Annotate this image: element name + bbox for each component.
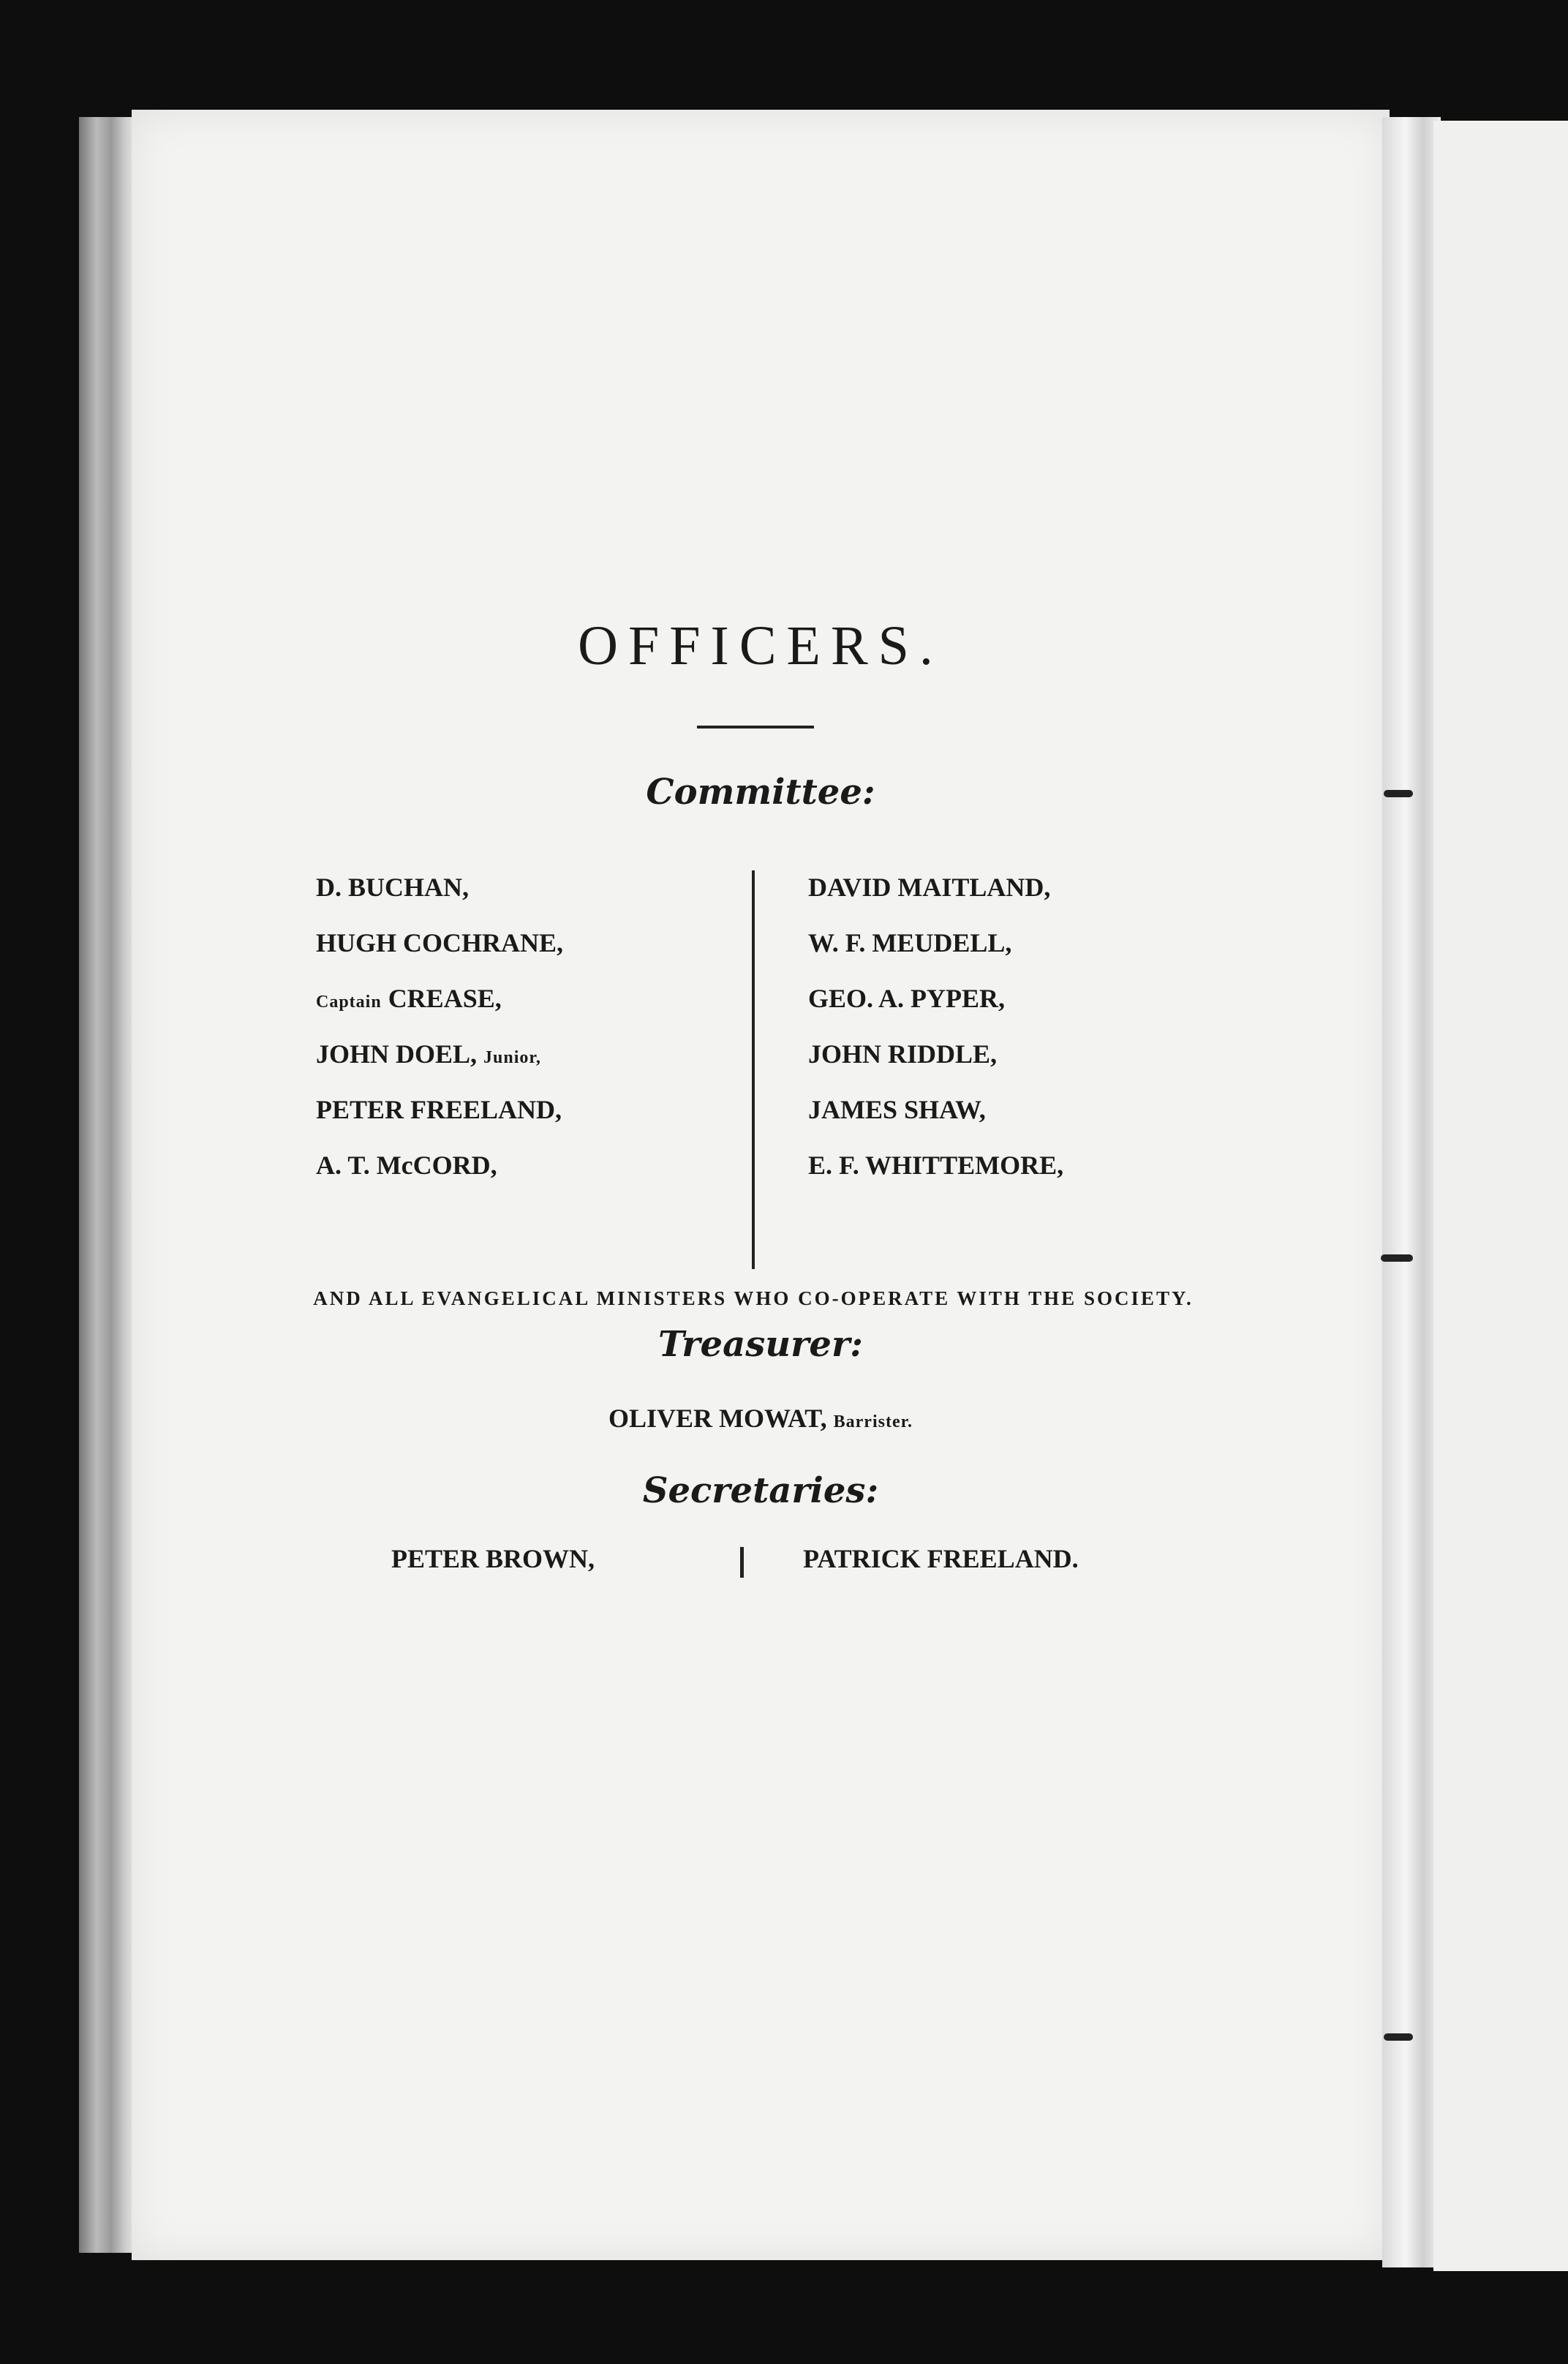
facing-page (1433, 121, 1568, 2271)
page-edges (79, 117, 137, 2253)
committee-member: PETER FREELAND, (316, 1095, 562, 1124)
committee-member: HUGH COCHRANE, (316, 928, 564, 957)
title-rule (697, 726, 814, 729)
page-title: OFFICERS. (578, 615, 943, 677)
committee-heading: Committee: (646, 772, 875, 813)
secretary-name: PATRICK FREELAND. (803, 1544, 1079, 1573)
committee-member: E. F. WHITTEMORE, (808, 1151, 1064, 1180)
committee-right-column (808, 859, 1063, 1193)
committee-note: AND ALL EVANGELICAL MINISTERS WHO CO-OPERATE WITH THE SOCIETY. (313, 1287, 1194, 1309)
committee-member: A. T. McCORD, (316, 1151, 497, 1180)
treasurer-heading: Treasurer: (658, 1324, 863, 1365)
page-content (132, 110, 1390, 2260)
committee-member: W. F. MEUDELL, (808, 928, 1012, 957)
secretary-name: PETER BROWN, (391, 1544, 595, 1573)
treasurer-name: OLIVER MOWAT, Barrister. (608, 1404, 913, 1433)
column-divider (752, 870, 755, 1269)
committee-member: JOHN DOEL, Junior, (316, 1039, 541, 1069)
committee-member: JAMES SHAW, (808, 1095, 986, 1124)
committee-member: GEO. A. PYPER, (808, 984, 1006, 1013)
secretaries-heading: Secretaries: (642, 1470, 879, 1511)
secretaries-divider (740, 1547, 744, 1578)
book-gutter (1382, 117, 1441, 2267)
committee-member: Captain CREASE, (316, 984, 502, 1013)
committee-member: DAVID MAITLAND, (808, 873, 1051, 902)
committee-member: D. BUCHAN, (316, 873, 470, 902)
committee-left-column (316, 859, 563, 1193)
committee-member: JOHN RIDDLE, (808, 1039, 998, 1069)
